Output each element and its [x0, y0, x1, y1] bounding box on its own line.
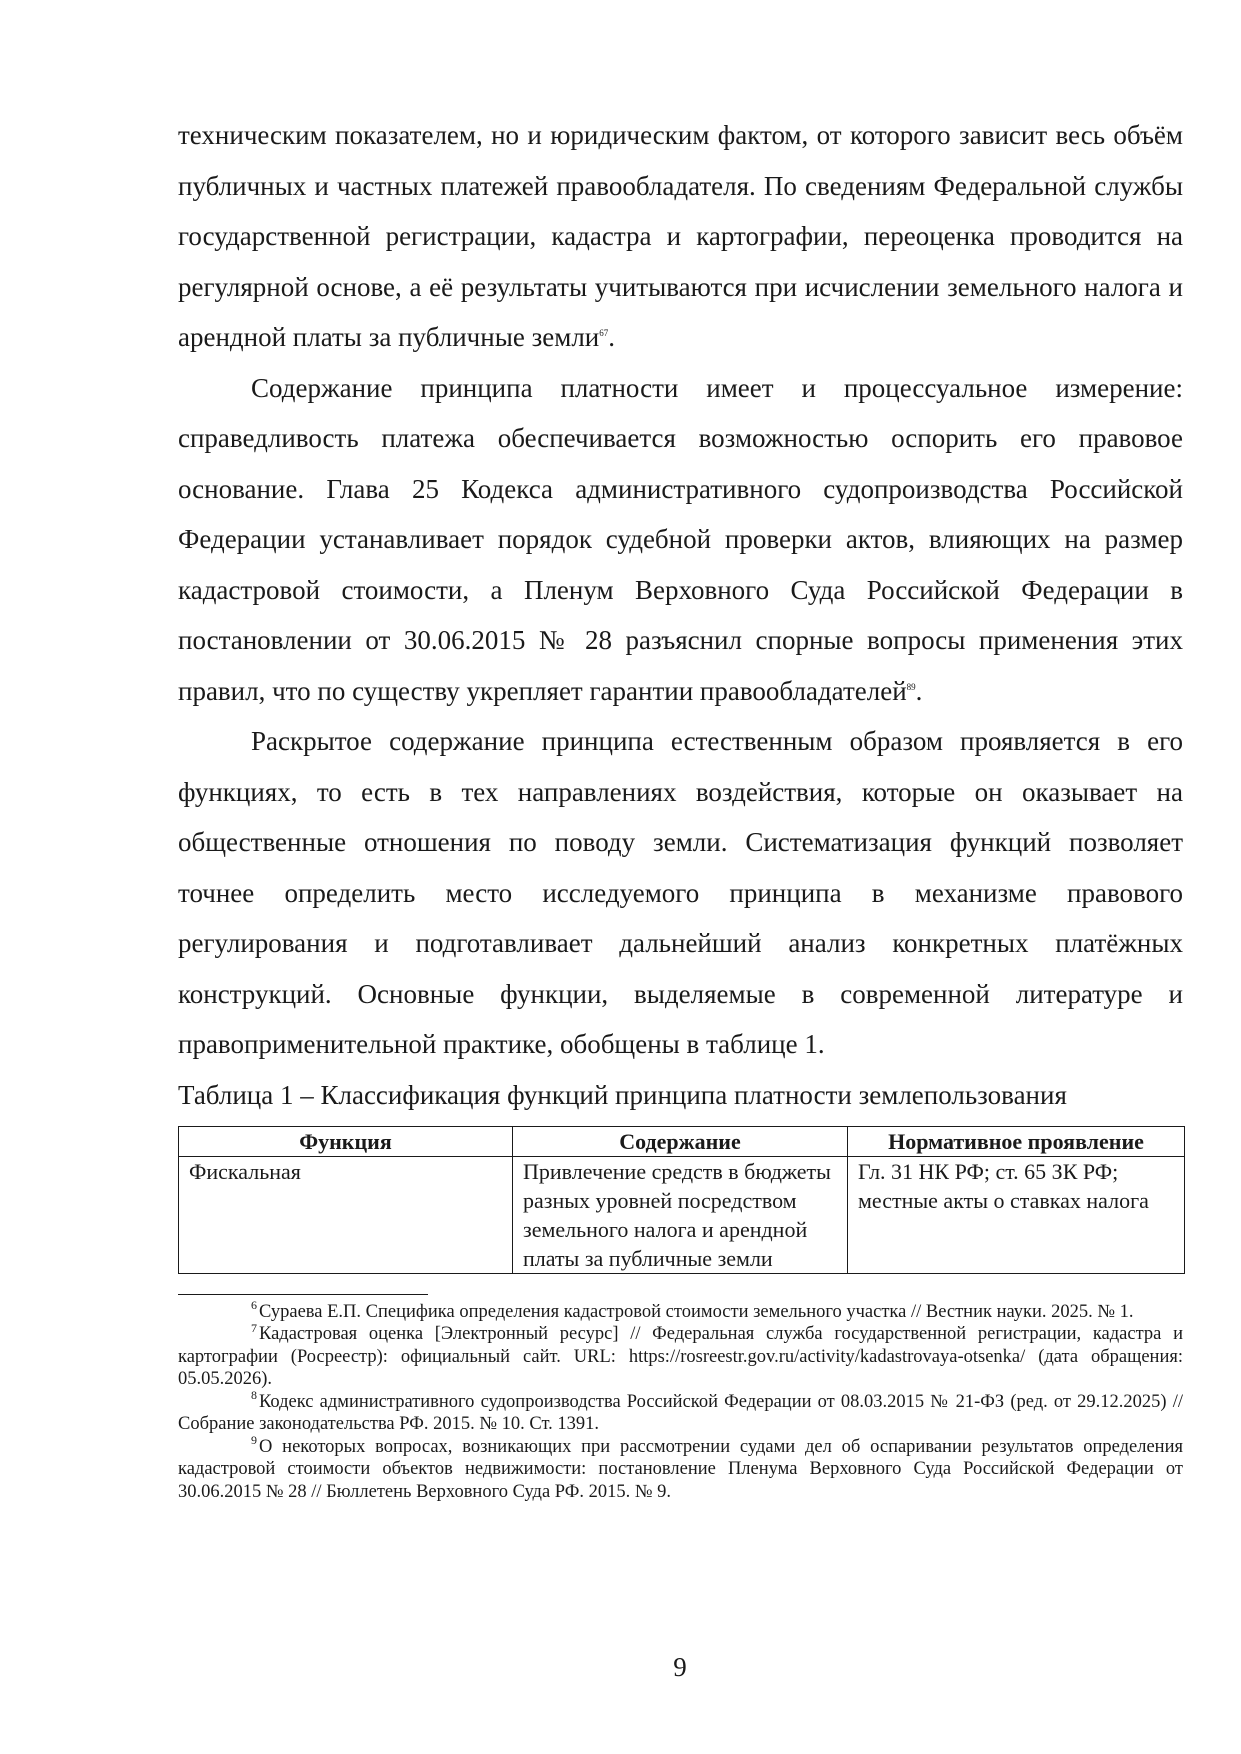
footnote-ref-6-7[interactable]: 67 — [599, 328, 609, 338]
footnote-6: $^6$ Сураева Е.П. Специфика определения кадастровой стоимости земельного участка // Вестник науки. 2025. № 1. — [251, 1298, 1134, 1322]
column-header-content: Содержание — [513, 1126, 848, 1156]
table-cell-content: Привлечение средств в бюджеты разных уровней посредством земельного налога и арендной платы за публичные земли — [513, 1156, 848, 1273]
table-row — [179, 1156, 1185, 1273]
footnote-8: $^8$ Кодекс административного судопроизводства Российской Федерации от 08.03.2015 № 21-ФЗ (ред. от 29.12.2025) // Собрание законодательства РФ. 2015. № 10. Ст. 1391. — [178, 1388, 1183, 1434]
footnote-7: $^7$ Кадастровая оценка [Электронный ресурс] // Федеральная служба государственной регистрации, кадастра и картографии (Росреестр): официальный сайт. URL: https://rosreestr.gov.ru/activity/kadastrovaya-otsenka/ (дата обращения: 05.05.2026). — [178, 1320, 1183, 1389]
column-header-function: Функция — [179, 1126, 513, 1156]
paragraph-procedural-dimension: Содержание принципа платности имеет и процессуальное измерение: справедливость платежа обеспечивается возможностью оспорить его правовое основание. Глава 25 Кодекса административного судопроизводства Российской Федерации устанавливает порядок судебной проверки актов, влияющих на размер кадастровой стоимости, а Пленум Верховного Суда Российской Федерации в постановлении от 30.06.2015 № 28 разъяснил спорные вопросы применения этих правил, что по существу укрепляет гарантии правообладателей$^{89}$. — [178, 372, 1183, 706]
footnote-9: $^9$ О некоторых вопросах, возникающих при рассмотрении судами дел об оспаривании результатов определения кадастровой стоимости объектов недвижимости: постановление Пленума Верховного Суда Российской Федерации от 30.06.2015 № 28 // Бюллетень Верховного Суда РФ. 2015. № 9. — [178, 1433, 1183, 1502]
paragraph-functions-intro: Раскрытое содержание принципа естественным образом проявляется в его функциях, то есть в тех направлениях воздействия, которые он оказывает на общественные отношения по поводу земли. Систематизация функций позволяет точнее определить место исследуемого принципа в механизме правового регулирования и подготавливает дальнейший анализ конкретных платёжных конструкций. Основные функции, выделяемые в современной литературе и правоприменительной практике, обобщены в таблице 1. — [178, 726, 1183, 1059]
table-caption: Таблица 1 – Классификация функций принципа платности землепользования — [178, 1079, 1067, 1110]
table-cell-function: Фискальная — [179, 1156, 513, 1273]
footnote-ref-8-9[interactable]: 89 — [906, 681, 916, 692]
page-number: 9 — [673, 1652, 687, 1682]
page-content — [178, 110, 1183, 1503]
column-header-normative: Нормативное проявление — [848, 1126, 1185, 1156]
functions-table — [178, 1126, 1185, 1274]
paragraph-cadastral-value: техническим показателем, но и юридическим фактом, от которого зависит весь объём публичных и частных платежей правообладателя. По сведениям Федеральной службы государственной регистрации, кадастра и картографии, переоценка проводится на регулярной основе, а её результаты учитываются при исчислении земельного налога и арендной платы за публичные земли$^{67}$. — [178, 120, 1183, 352]
footnotes — [178, 1298, 1183, 1504]
table-cell-normative: Гл. 31 НК РФ; ст. 65 ЗК РФ; местные акты о ставках налога — [848, 1156, 1185, 1273]
table-header-row — [179, 1126, 1185, 1156]
footnote-separator — [178, 1294, 428, 1295]
